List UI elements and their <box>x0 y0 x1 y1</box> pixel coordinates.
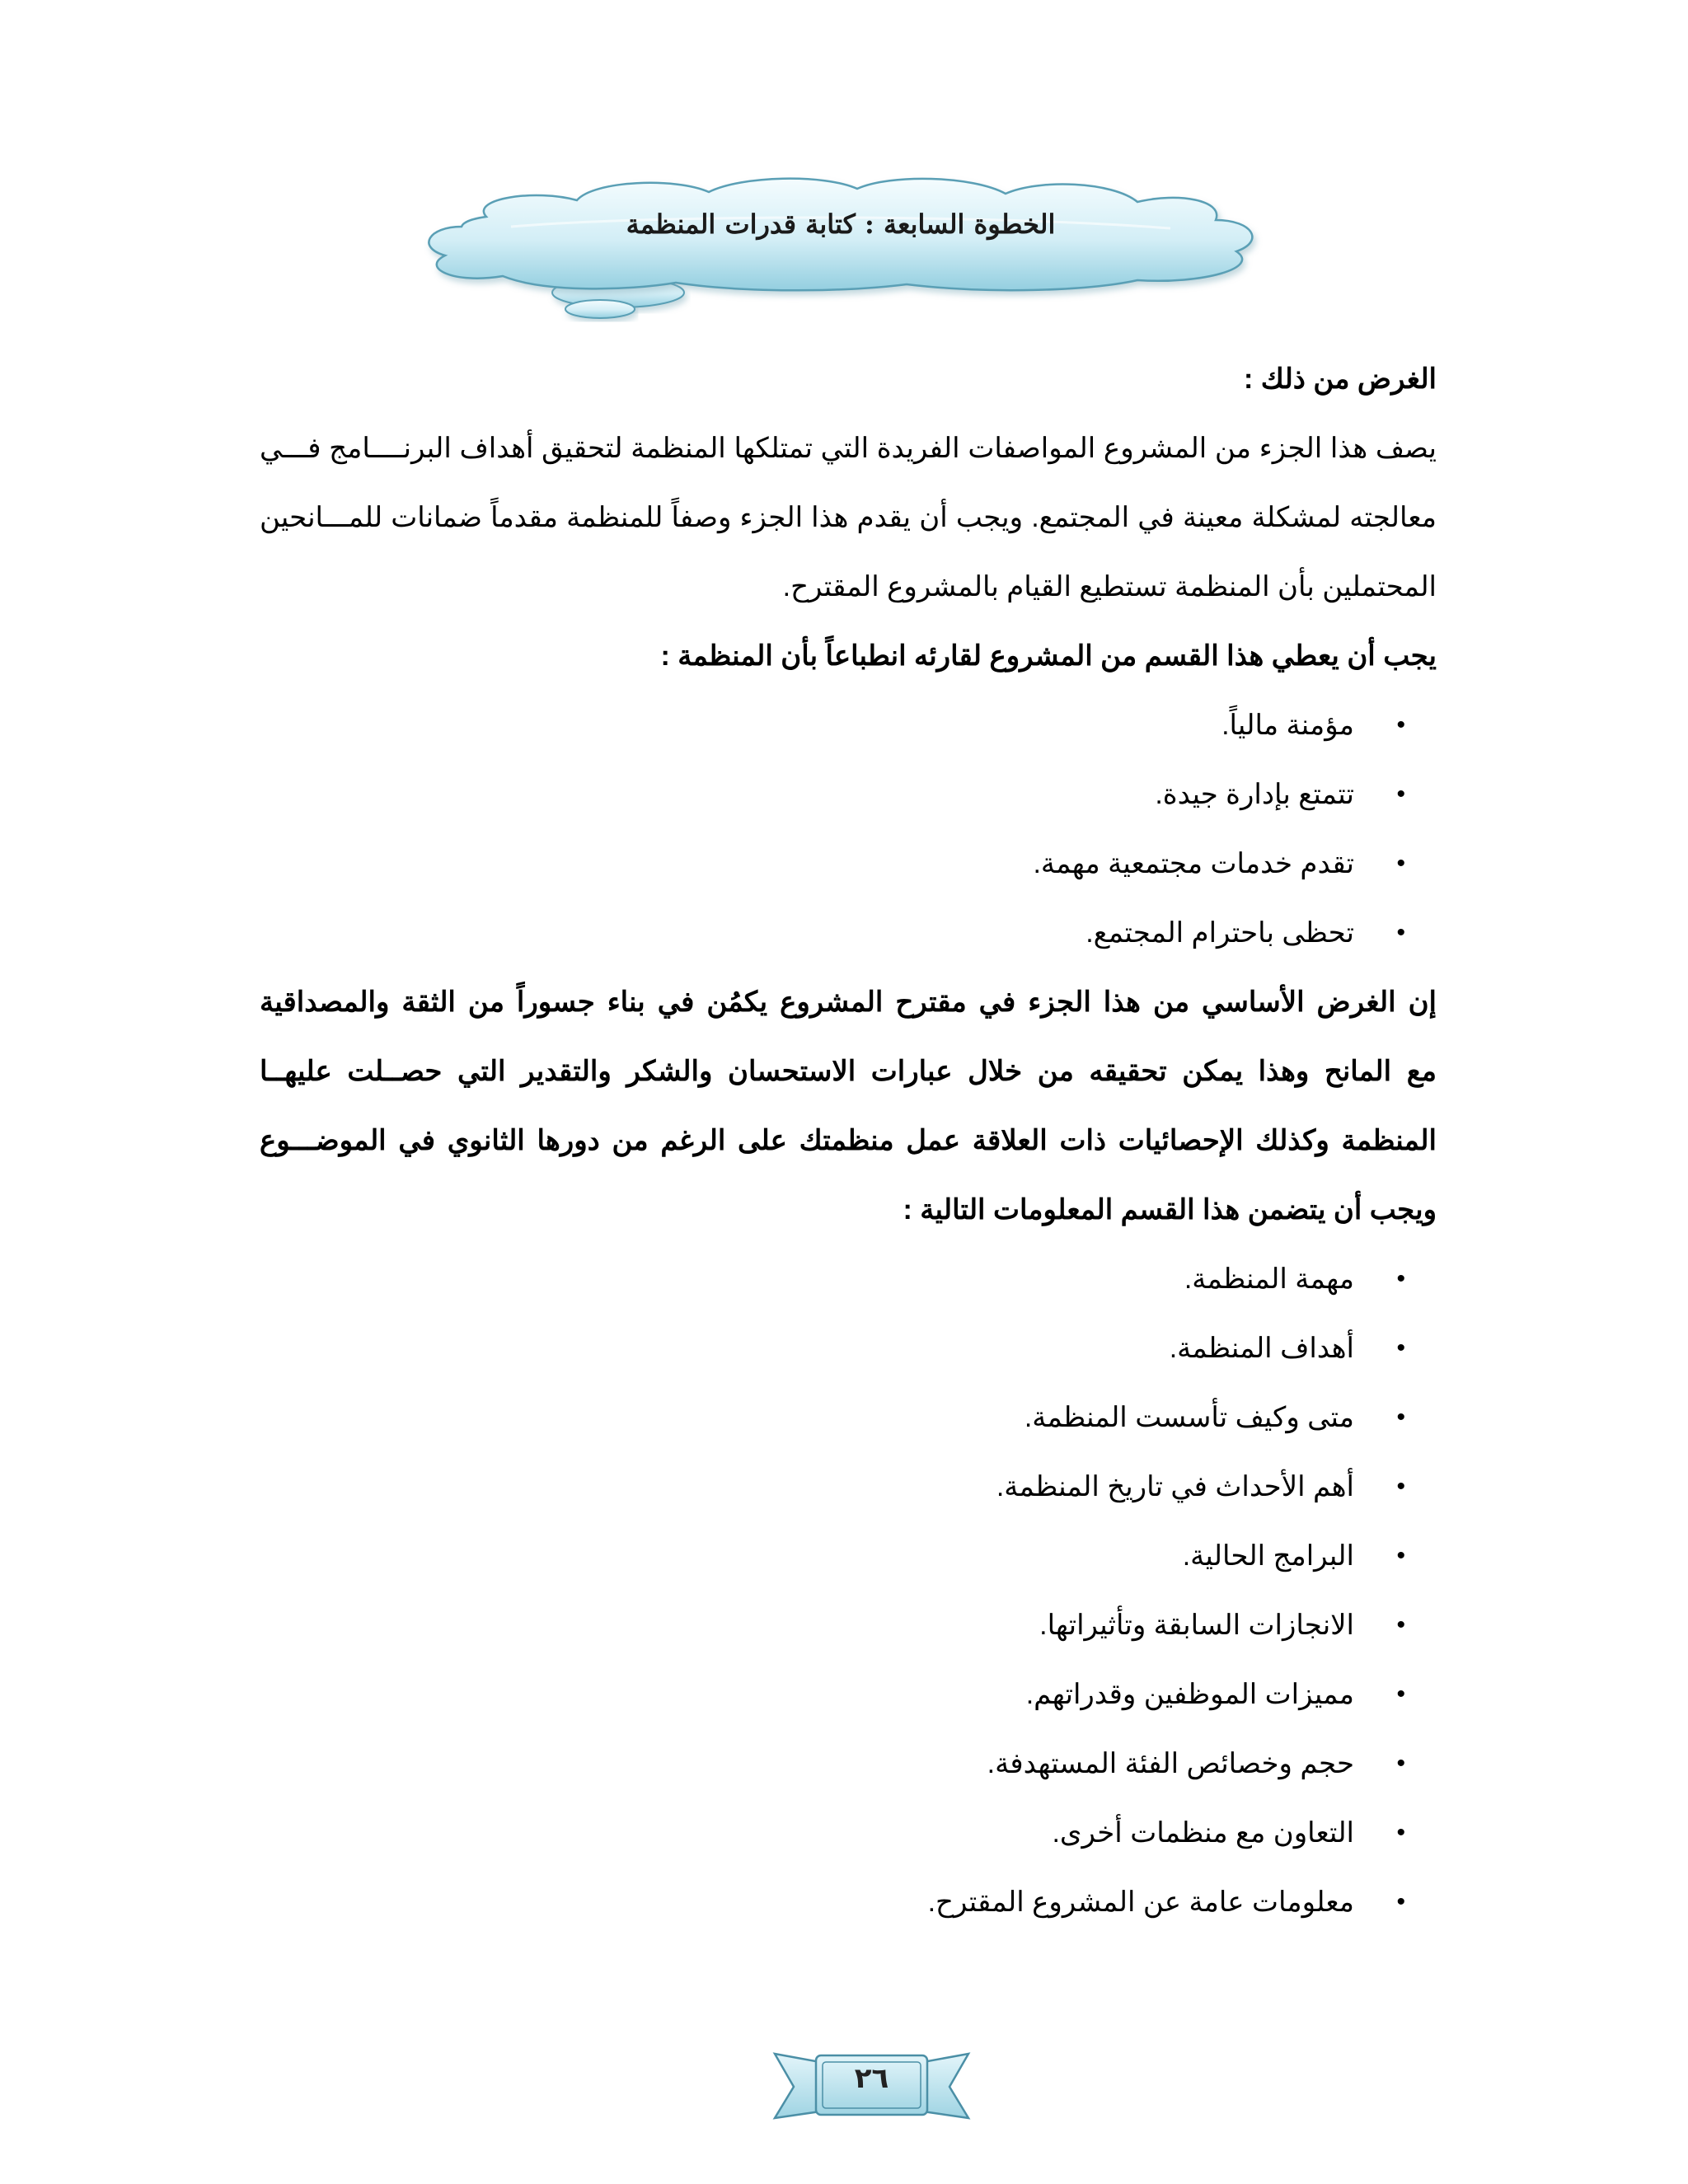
paragraph-line: ويجب أن يتضمن هذا القسم المعلومات التالية : <box>903 1194 1437 1226</box>
paragraph-line: المنظمة وكذلك الإحصائيات ذات العلاقة عمل منظمتك على الرغم من دورها الثانوي في الموضـــوع <box>260 1125 1437 1156</box>
bullet-icon: • <box>1396 1750 1405 1777</box>
paragraph-line: مع المانح وهذا يمكن تحقيقه من خلال عبارات الاستحسان والشكر والتقدير التي حصــلت عليهــا <box>260 1056 1437 1087</box>
cloud-shape <box>412 169 1269 326</box>
page-title: الخطوة السابعة : كتابة قدرات المنظمة <box>626 209 1056 240</box>
bullet-icon: • <box>1396 850 1405 877</box>
trust-paragraph <box>260 968 1437 1244</box>
list-item: • حجم وخصائص الفئة المستهدفة. <box>260 1729 1437 1798</box>
list-item: • مهمة المنظمة. <box>260 1244 1437 1314</box>
bullet-icon: • <box>1396 1542 1405 1569</box>
page-number-ribbon <box>771 2046 973 2128</box>
bullet-icon: • <box>1396 1888 1405 1915</box>
paragraph-line: المحتملين بأن المنظمة تستطيع القيام بالمشروع المقترح. <box>782 571 1437 602</box>
bullet-icon: • <box>1396 919 1405 946</box>
paragraph-line: إن الغرض الأساسي من هذا الجزء في مقترح المشروع يكمُن في بناء جسوراً من الثقة والمصداقية <box>260 987 1437 1018</box>
paragraph-line: معالجته لمشكلة معينة في المجتمع. ويجب أن يقدم هذا الجزء وصفاً للمنظمة مقدماً ضمانات للمـــانحين <box>260 502 1437 533</box>
list-item: • الانجازات السابقة وتأثيراتها. <box>260 1591 1437 1660</box>
bullet-icon: • <box>1396 1611 1405 1638</box>
list-item: • متى وكيف تأسست المنظمة. <box>260 1383 1437 1452</box>
title-cloud-banner <box>412 169 1269 326</box>
list-item: • معلومات عامة عن المشروع المقترح. <box>260 1868 1437 1937</box>
purpose-paragraph <box>260 414 1437 621</box>
bullet-icon: • <box>1396 1404 1405 1431</box>
list-item: • تتمتع بإدارة جيدة. <box>260 760 1437 829</box>
list-item: • مؤمنة مالياً. <box>260 691 1437 760</box>
bullet-icon: • <box>1396 780 1405 808</box>
list-item: • البرامج الحالية. <box>260 1521 1437 1591</box>
section-heading-purpose: الغرض من ذلك : <box>1244 363 1437 395</box>
list-item: • تحظى باحترام المجتمع. <box>260 898 1437 968</box>
bullet-icon: • <box>1396 1819 1405 1846</box>
document-body <box>260 344 1437 1937</box>
bullet-icon: • <box>1396 1473 1405 1500</box>
page-number: ٢٦ <box>854 2062 889 2095</box>
list-item: • مميزات الموظفين وقدراتهم. <box>260 1660 1437 1729</box>
bullet-icon: • <box>1396 1265 1405 1292</box>
list-item: • تقدم خدمات مجتمعية مهمة. <box>260 829 1437 898</box>
list-item: • أهم الأحداث في تاريخ المنظمة. <box>260 1452 1437 1521</box>
bullet-icon: • <box>1396 1680 1405 1708</box>
paragraph-line: يصف هذا الجزء من المشروع المواصفات الفريدة التي تمتلكها المنظمة لتحقيق أهداف البرنــــامج فـــي <box>260 433 1437 464</box>
bullet-icon: • <box>1396 1334 1405 1361</box>
impression-bullet-list <box>260 691 1437 968</box>
section-heading-impression: يجب أن يعطي هذا القسم من المشروع لقارئه انطباعاً بأن المنظمة : <box>660 640 1437 672</box>
list-item: • التعاون مع منظمات أخرى. <box>260 1798 1437 1868</box>
list-item: • أهداف المنظمة. <box>260 1314 1437 1383</box>
bullet-icon: • <box>1396 711 1405 738</box>
required-info-bullet-list <box>260 1244 1437 1937</box>
